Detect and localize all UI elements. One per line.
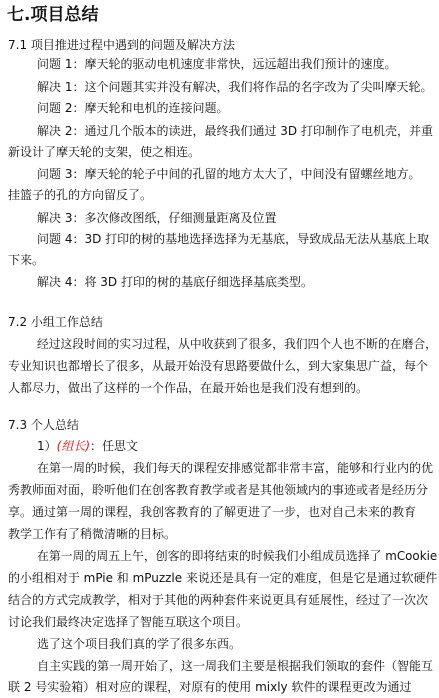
- para-1-line-2: 秀教师面对面，聆听他们在创客教育教学或者是其他领域内的事迹或者是经历分: [8, 483, 429, 497]
- para-1-line-4: 教学工作有了稍微清晰的目标。: [8, 527, 177, 541]
- author-name: ：任思文: [90, 439, 139, 453]
- para-2-line-3: 结合的方式完成教学，相对于其他的两种套件来说更具有延展性，经过了一次次: [8, 593, 429, 607]
- solution-3: 解决 3：多次修改图纸，仔细测量距离及位置: [37, 211, 277, 225]
- solution-4: 解决 4：将 3D 打印的树的基底仔细选择基底类型。: [37, 275, 313, 289]
- team-summary-line-2: 专业知识也都增长了很多，从最开始没有思路要做什么，到大家集思广益，每个: [8, 359, 429, 373]
- problem-4-line-2: 下来。: [8, 253, 45, 267]
- solution-2-line-1: 解决 2：通过几个版本的读进，最终我们通过 3D 打印制作了电机壳，并重: [37, 124, 433, 138]
- problem-4-line-1: 问题 4：3D 打印的树的基地选择选择为无基底，导致成品无法从基底上取: [37, 232, 430, 246]
- role-label: (组长): [56, 439, 91, 453]
- section-title: 七.项目总结: [7, 5, 99, 25]
- problem-2: 问题 2：摩天轮和电机的连接问题。: [37, 101, 229, 115]
- para-3: 选了这个项目我们真的学了很多东西。: [37, 637, 242, 651]
- solution-1: 解决 1：这个问题其实并没有解决，我们将作品的名字改为了尖叫摩天轮。: [37, 80, 433, 94]
- personal-item-header: [37, 439, 138, 454]
- para-2-line-4: 讨论我们最终决定选择了智能互联这个项目。: [8, 615, 249, 629]
- solution-2-line-2: 新设计了摩天轮的支架，使之相连。: [8, 145, 201, 159]
- heading-7-3: 7.3 个人总结: [8, 418, 79, 432]
- para-1-line-1: 在第一周的时候，我们每天的课程安排感觉都非常丰富，能够和行业内的优: [37, 461, 434, 475]
- problem-3-line-2: 挂篮子的孔的方向留反了。: [8, 188, 153, 202]
- team-summary-line-1: 经过这段时间的实习过程，从中收获到了很多，我们四个人也不断的在磨合，: [37, 337, 437, 351]
- para-4-line-1: 自主实践的第一周开始了，这一周我们主要是根据我们领取的套件（智能互: [37, 659, 434, 673]
- heading-7-1: 7.1 项目推进过程中遇到的问题及解决方法: [8, 38, 235, 52]
- problem-1: 问题 1：摩天轮的驱动电机速度非常快，远远超出我们预计的速度。: [37, 57, 397, 71]
- problem-3-line-1: 问题 3：摩天轮的轮子中间的孔留的地方太大了，中间没有留螺丝地方。: [37, 167, 421, 181]
- item-number: 1）: [37, 439, 57, 453]
- para-2-line-1: 在第一周的周五上午，创客的即将结束的时候我们小组成员选择了 mCookie: [37, 549, 438, 563]
- para-2-line-2: 的小组相对于 mPie 和 mPuzzle 来说还是具有一定的难度，但是它是通过软硬件: [8, 571, 438, 585]
- team-summary-line-3: 人都尽力，做出了这样的一个作品，在最开始也是我们没有想到的。: [8, 381, 369, 395]
- para-4-line-2: 联 2 号实验箱）相对应的课程，对原有的使用 mixly 软件的课程更改为通过: [8, 680, 412, 694]
- para-1-line-3: 享。通过第一周的课程，我创客教育的了解更进了一步，也对自己未来的教育: [8, 505, 417, 519]
- heading-7-2: 7.2 小组工作总结: [8, 315, 103, 329]
